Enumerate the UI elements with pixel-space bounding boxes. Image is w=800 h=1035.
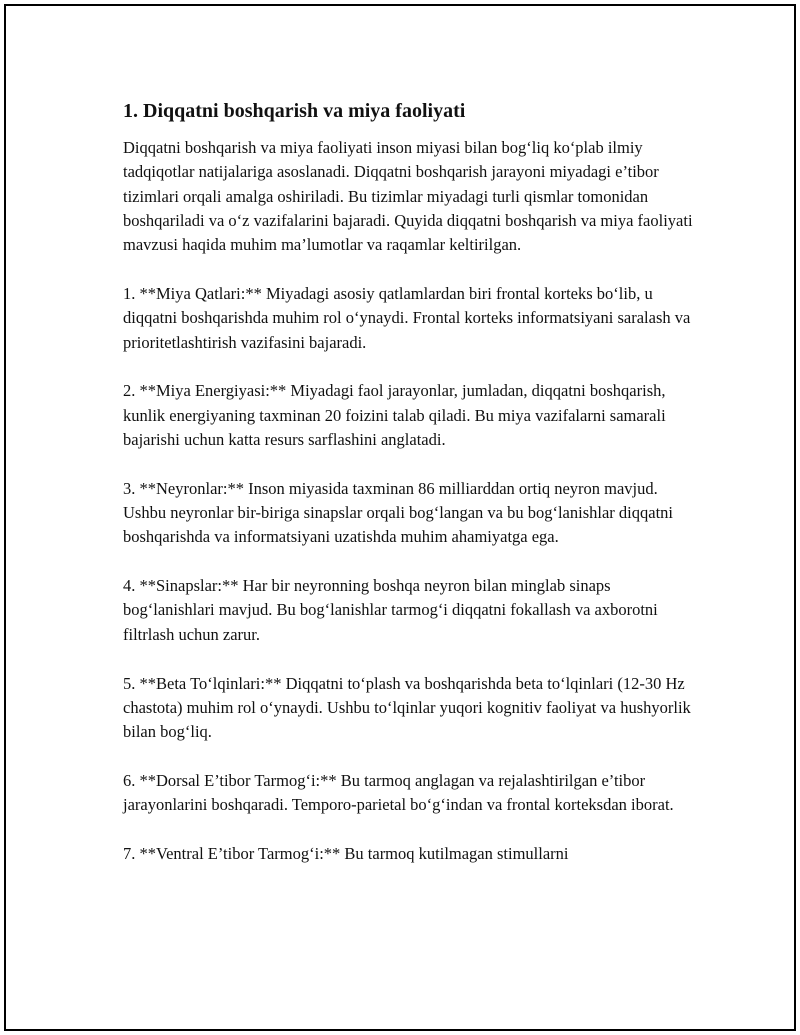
page-frame <box>4 4 796 1031</box>
document-title: 1. Diqqatni boshqarish va miya faoliyati <box>123 100 466 122</box>
list-item-2: 2. **Miya Energiyasi:** Miyadagi faol jarayonlar, jumladan, diqqatni boshqarish, kunlik energiyaning taxminan 20 foizini talab qiladi. Bu miya vazifalarni samarali bajarishi uchun katta resurs sarflashini anglatadi. <box>123 381 666 449</box>
list-item-5: 5. **Beta To‘lqinlari:** Diqqatni to‘plash va boshqarishda beta to‘lqinlari (12-30 Hz chastota) muhim rol o‘ynaydi. Ushbu to‘lqinlar yuqori kognitiv faoliyat va hushyorlik bilan bog‘liq. <box>123 673 691 742</box>
intro-paragraph: Diqqatni boshqarish va miya faoliyati inson miyasi bilan bog‘liq ko‘plab ilmiy tadqiqotlar natijalariga asoslanadi. Diqqatni boshqarish jarayoni miyadagi e’tibor tizimlari orqali amalga oshiriladi. Bu tizimlar miyadagi turli qismlar tomonidan boshqariladi va o‘z vazifalarini bajaradi. Quyida diqqatni boshqarish va miya faoliyati mavzusi haqida muhim ma’lumotlar va raqamlar keltirilgan. <box>123 138 693 255</box>
list-item-7: 7. **Ventral E’tibor Tarmog‘i:** Bu tarmoq kutilmagan stimullarni <box>123 844 569 864</box>
list-item-6: 6. **Dorsal E’tibor Tarmog‘i:** Bu tarmoq anglagan va rejalashtirilgan e’tibor jarayonlarini boshqaradi. Temporo-parietal bo‘g‘indan va frontal korteksdan iborat. <box>123 770 674 815</box>
list-item-4: 4. **Sinapslar:** Har bir neyronning boshqa neyron bilan minglab sinaps bog‘lanishlari mavjud. Bu bog‘lanishlar tarmog‘i diqqatni fokallash va axborotni filtrlash uchun zarur. <box>123 576 658 644</box>
list-item-3: 3. **Neyronlar:** Inson miyasida taxminan 86 milliarddan ortiq neyron mavjud. Ushbu neyronlar bir-biriga sinapslar orqali bog‘langan va bu bog‘lanishlar diqqatni boshqarishda va informatsiyani uzatishda muhim ahamiyatga ega. <box>123 478 673 547</box>
list-item-1: 1. **Miya Qatlari:** Miyadagi asosiy qatlamlardan biri frontal korteks bo‘lib, u diqqatni boshqarishda muhim rol o‘ynaydi. Frontal korteks informatsiyani saralash va prioritetlashtirish vazifasini bajaradi. <box>123 283 691 352</box>
document-body <box>123 98 703 891</box>
